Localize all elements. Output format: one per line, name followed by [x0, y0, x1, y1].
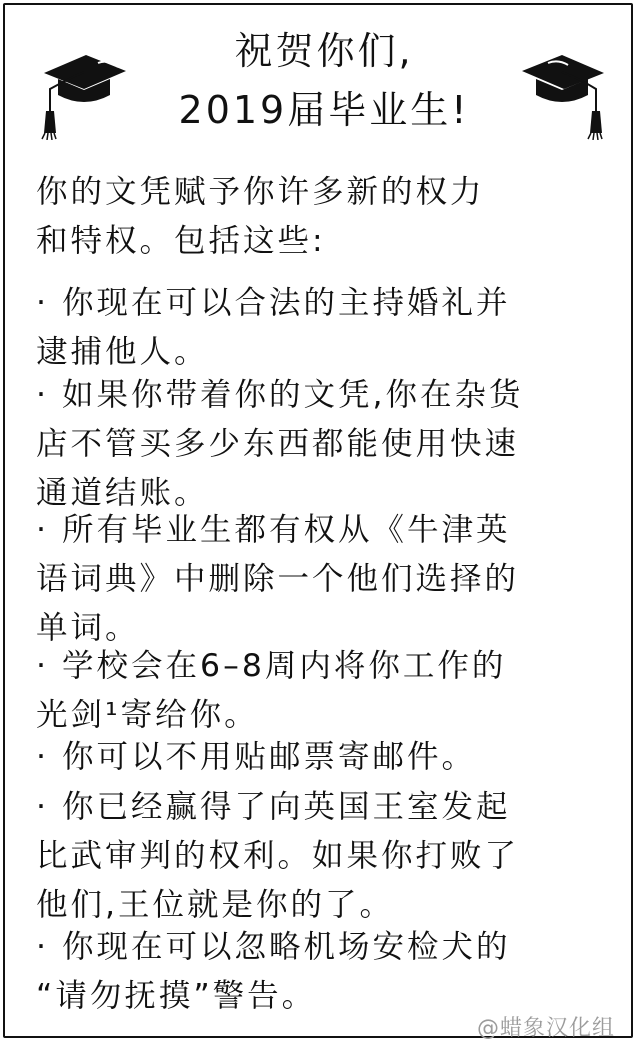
bullet-line: · 你现在可以合法的主持婚礼并: [36, 285, 511, 321]
comic-panel: [3, 3, 633, 1038]
bullet-item-express-lane: [36, 371, 621, 518]
intro-paragraph: [36, 168, 621, 266]
bullet-line: 光剑¹寄给你。: [36, 697, 259, 733]
title-line-2: 2019届毕业生!: [178, 88, 470, 132]
bullet-line: 比武审判的权利。如果你打败了: [36, 838, 520, 874]
bullet-item-stamps: [36, 733, 621, 782]
bullet-line: 店不管买多少东西都能使用快速: [36, 426, 520, 462]
bullet-line: · 你现在可以忽略机场安检犬的: [36, 929, 511, 965]
bullet-line: · 你已经赢得了向英国王室发起: [36, 789, 511, 825]
bullet-line: 单词。: [36, 610, 140, 646]
bullet-line: 通道结账。: [36, 475, 209, 511]
bullet-line: · 所有毕业生都有权从《牛津英: [36, 512, 511, 548]
graduation-cap-icon: [518, 45, 608, 140]
bullet-item-officiate: [36, 279, 621, 377]
bullet-line: “请勿抚摸”警告。: [36, 978, 317, 1014]
title-line-1: 祝贺你们,: [234, 29, 414, 73]
graduation-cap-icon: [38, 45, 128, 140]
bullet-item-dictionary: [36, 506, 621, 653]
bullet-line: · 如果你带着你的文凭,你在杂货: [36, 377, 524, 413]
bullet-line: · 你可以不用贴邮票寄邮件。: [36, 739, 477, 775]
bullet-line: 他们,王位就是你的了。: [36, 887, 395, 923]
bullet-line: · 学校会在6–8周内将你工作的: [36, 648, 507, 684]
intro-line: 你的文凭赋予你许多新的权力: [36, 174, 485, 210]
bullet-item-trial-by-combat: [36, 783, 621, 930]
bullet-line: 逮捕他人。: [36, 334, 209, 370]
watermark: @蜡象汉化组: [477, 1016, 616, 1041]
bullet-item-lightsaber: [36, 642, 621, 740]
bullet-item-security-dogs: [36, 923, 621, 1021]
intro-line: 和特权。包括这些:: [36, 223, 326, 259]
bullet-line: 语词典》中删除一个他们选择的: [36, 561, 520, 597]
